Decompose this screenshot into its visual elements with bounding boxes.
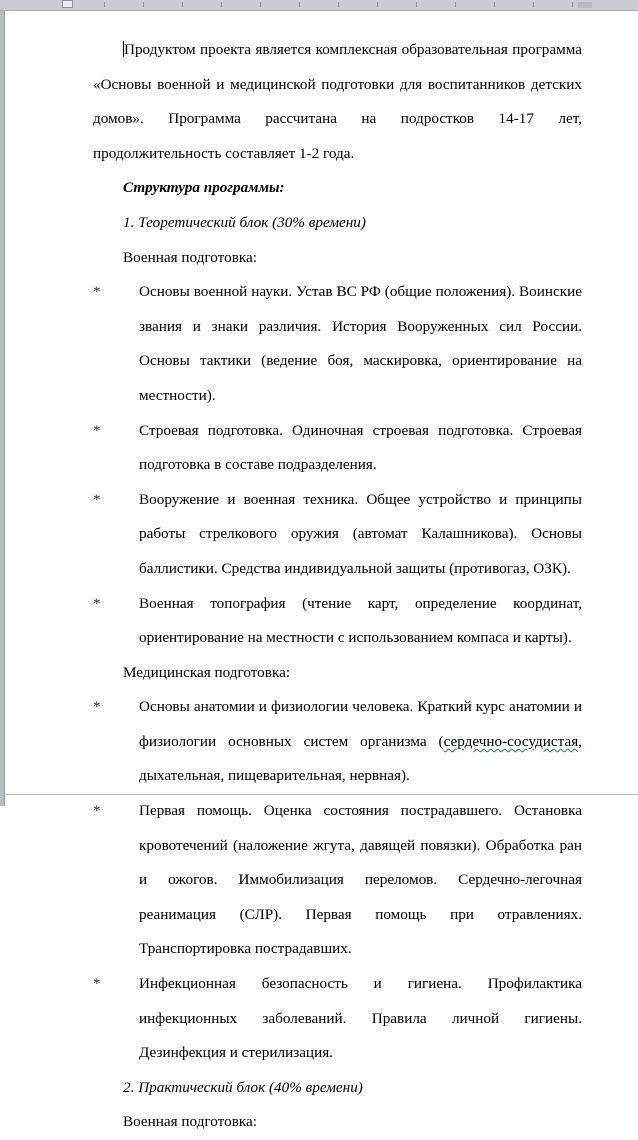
bullet-asterisk-icon: * <box>93 421 101 439</box>
list-item <box>93 587 582 656</box>
bullet-asterisk-icon: * <box>93 490 101 508</box>
list-item-text: Первая помощь. Оценка состояния пострадавшего. Остановка кровотечений (наложение жгута, давящей повязки). Обработка ран и ожогов. Иммобилизация переломов. Сердечно-легочная реанимация (СЛР). Первая помощь при отравлениях. Транспортировка пострадавших. <box>139 802 582 958</box>
ruler-tick <box>143 2 144 7</box>
bullet-asterisk-icon: * <box>93 698 101 716</box>
spellcheck-flagged-text[interactable]: сердечно-сосудистая <box>443 732 579 750</box>
ruler-tick <box>377 2 378 7</box>
left-gutter-strip <box>0 11 5 806</box>
list-item <box>93 967 582 1071</box>
list-item-text: Основы военной науки. Устав ВС РФ (общие положения). Воинские звания и знаки различия. История Вооруженных сил России. Основы тактики (ведение боя, маскировка, ориентирование на местности). <box>139 283 582 404</box>
list-item <box>93 690 582 794</box>
ruler-tick <box>299 2 300 7</box>
list-item <box>93 275 582 413</box>
ruler-tick <box>572 2 573 7</box>
ruler-tick <box>416 2 417 7</box>
list-item-text: Инфекционная безопасность и гигиена. Профилактика инфекционных заболеваний. Правила личной гигиены. Дезинфекция и стерилизация. <box>139 975 582 1062</box>
bullet-asterisk-icon: * <box>93 975 101 993</box>
subheading-medical-training: Медицинская подготовка: <box>123 663 291 681</box>
ruler-tick <box>494 2 495 7</box>
ruler-tick <box>182 2 183 7</box>
page-sheet[interactable] <box>6 11 638 1131</box>
paragraph-intro <box>93 33 582 171</box>
bullet-asterisk-icon: * <box>93 594 101 612</box>
paragraph-intro-text: Продуктом проекта является комплексная образовательная программа «Основы военной и медицинской подготовки для воспитанников детских домов». Программа рассчитана на подростков 14-17 лет, продолжительность составляет 1-2 года. <box>93 41 582 162</box>
ruler-tick <box>533 2 534 7</box>
ruler-first-line-indent-marker[interactable] <box>62 0 73 8</box>
heading-block-1: 1. Теоретический блок (30% времени) <box>123 213 366 231</box>
ruler-right-indent-marker[interactable] <box>578 2 592 8</box>
bullet-asterisk-icon: * <box>93 802 101 820</box>
ruler-tick <box>104 2 105 7</box>
list-item-text-part: , дыхательная, пищеварительная, нервная). <box>139 732 582 785</box>
heading-block-2: 2. Практический блок (40% времени) <box>123 1078 363 1096</box>
subheading-military-training-1: Военная подготовка: <box>123 248 257 266</box>
horizontal-ruler[interactable] <box>0 0 638 11</box>
subheading-military-training-2: Военная подготовка: <box>123 1113 257 1131</box>
document-body[interactable] <box>93 33 582 1140</box>
list-item <box>93 794 582 967</box>
list-item-text <box>139 690 582 794</box>
bullet-asterisk-icon: * <box>93 283 101 301</box>
ruler-tick <box>260 2 261 7</box>
list-item-text: Строевая подготовка. Одиночная строевая подготовка. Строевая подготовка в составе подразделения. <box>139 421 582 474</box>
list-item <box>93 414 582 483</box>
list-item-text: Вооружение и военная техника. Общее устройство и принципы работы стрелкового оружия (автомат Калашникова). Основы баллистики. Средства индивидуальной защиты (противогаз, ОЗК). <box>139 490 582 577</box>
list-item-text-part: Основы анатомии и физиологии человека. Краткий курс анатомии и физиологии основных систем организма ( <box>139 698 582 750</box>
ruler-track <box>0 0 638 11</box>
ruler-tick <box>221 2 222 7</box>
ruler-tick <box>455 2 456 7</box>
heading-structure: Структура программы: <box>123 179 285 197</box>
list-item-text: Военная топография (чтение карт, определение координат, ориентирование на местности с использованием компаса и карты). <box>139 594 582 647</box>
list-item <box>93 483 582 587</box>
ruler-tick <box>338 2 339 7</box>
